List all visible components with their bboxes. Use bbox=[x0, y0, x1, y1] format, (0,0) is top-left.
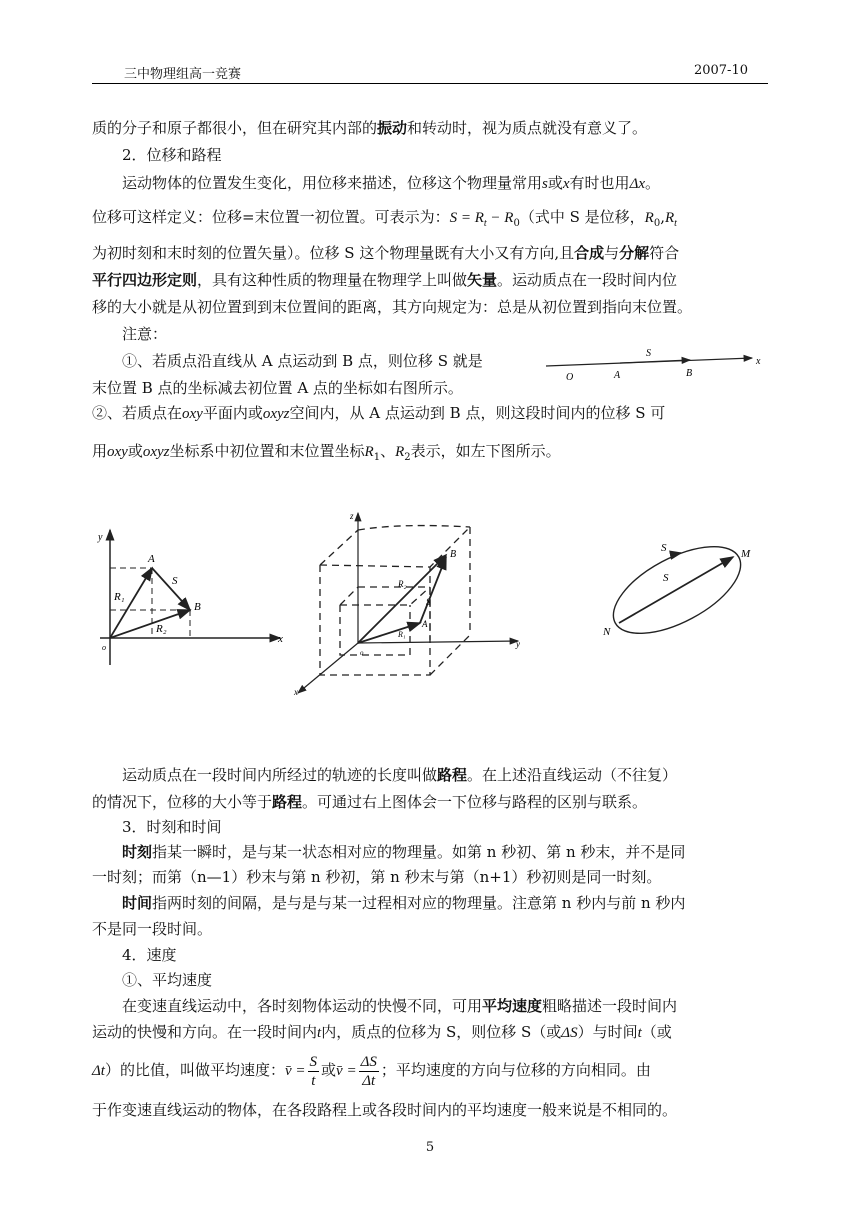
page-number: 5 bbox=[425, 1140, 435, 1155]
text-line: 移的大小就是从初位置到到末位置间的距离，其方向规定为：总是从初位置到指向末位置。 bbox=[92, 298, 693, 316]
svg-text:B: B bbox=[450, 549, 457, 560]
svg-text:S: S bbox=[172, 575, 178, 587]
text-line: 平行四边形定则，具有这种性质的物理量在物理学上叫做矢量。运动质点在一段时间内位 bbox=[92, 271, 678, 289]
label-B: B bbox=[686, 368, 693, 379]
svg-text:o: o bbox=[102, 643, 106, 652]
section-heading: 3．时刻和时间 bbox=[122, 818, 222, 836]
line-displacement-figure bbox=[540, 346, 770, 386]
svg-text:S: S bbox=[426, 597, 431, 607]
fraction-ds-over-dt: $\frac{\Delta S}{\Delta t}$ bbox=[360, 1053, 377, 1089]
svg-text:x: x bbox=[294, 687, 298, 697]
svg-text:B: B bbox=[194, 601, 201, 613]
label-x: x bbox=[756, 356, 761, 367]
text-line: 运动质点在一段时间内所经过的轨迹的长度叫做路程。在上述沿直线运动（不往复） bbox=[122, 766, 678, 784]
text-line: 位移可这样定义：位移=末位置一初位置。可表示为：$S = R_t - R_0$（式中 S 是位移，$R_0,R_t$ bbox=[92, 208, 677, 229]
svg-text:x: x bbox=[278, 633, 283, 645]
svg-text:y: y bbox=[98, 532, 103, 543]
text-line: 时间指两时刻的间隔，是与是与某一过程相对应的物理量。注意第 n 秒内与前 n 秒内 bbox=[122, 894, 686, 912]
header-rule bbox=[92, 83, 768, 84]
figure-3d-displacement bbox=[290, 505, 530, 700]
section-heading: 4．速度 bbox=[122, 946, 177, 964]
svg-text:R₁: R₁ bbox=[398, 630, 406, 639]
text-line: 末位置 B 点的坐标减去初位置 A 点的坐标如右图所示。 bbox=[92, 379, 463, 397]
figure-path-vs-displacement bbox=[595, 535, 765, 645]
svg-text:R₁: R₁ bbox=[114, 591, 125, 603]
text-line: 在变速直线运动中，各时刻物体运动的快慢不同，可用平均速度粗略描述一段时间内 bbox=[122, 997, 678, 1015]
svg-text:S: S bbox=[661, 542, 667, 554]
text-line: 的情况下，位移的大小等于路程。可通过右上图体会一下位移与路程的区别与联系。 bbox=[92, 793, 648, 811]
text-line: ②、若质点在oxy平面内或oxyz空间内，从 A 点运动到 B 点，则这段时间内的位移 S 可 bbox=[92, 404, 666, 422]
svg-text:M: M bbox=[741, 548, 751, 560]
label-S: S bbox=[646, 348, 651, 359]
label-A: A bbox=[614, 370, 621, 381]
text-line: 用oxy或oxyz坐标系中初位置和末位置坐标$R_1$、$R_2$表示，如左下图所示。 bbox=[92, 442, 561, 463]
svg-text:R₂: R₂ bbox=[156, 623, 167, 635]
text-line: 不是同一段时间。 bbox=[92, 920, 213, 938]
text-line: 时刻指某一瞬时，是与某一状态相对应的物理量。如第 n 秒初、第 n 秒末，并不是同 bbox=[122, 843, 686, 861]
text-line: 注意： bbox=[122, 325, 168, 343]
text-line: 运动物体的位置发生变化，用位移来描述，位移这个物理量常用s或x有时也用Δx。 bbox=[122, 174, 661, 192]
text-line: 运动的快慢和方向。在一段时间内t内，质点的位移为 S，则位移 S（或ΔS）与时间t（或 bbox=[92, 1023, 672, 1041]
text-line: 一时刻；而第（n—1）秒末与第 n 秒初，第 n 秒末与第（n+1）秒初则是同一时刻。 bbox=[92, 868, 662, 886]
svg-text:S: S bbox=[663, 572, 669, 584]
text-line: 质的分子和原子都很小，但在研究其内部的振动和转动时，视为质点就没有意义了。 bbox=[92, 119, 648, 137]
text-line: ①、若质点沿直线从 A 点运动到 B 点，则位移 S 就是 bbox=[122, 352, 483, 370]
svg-text:A: A bbox=[148, 553, 155, 565]
subsection-heading: ①、平均速度 bbox=[122, 971, 213, 989]
svg-text:z: z bbox=[350, 511, 354, 521]
svg-text:o: o bbox=[360, 649, 364, 657]
label-O: O bbox=[566, 372, 574, 383]
svg-text:R₂: R₂ bbox=[398, 579, 407, 589]
text-line: 于作变速直线运动的物体，在各段路程上或各段时间内的平均速度一般来说是不相同的。 bbox=[92, 1101, 678, 1119]
text-line: 为初时刻和末时刻的位置矢量）。位移 S 这个物理量既有大小又有方向,且合成与分解符合 bbox=[92, 244, 680, 262]
svg-text:A: A bbox=[422, 619, 428, 629]
svg-text:N: N bbox=[603, 626, 611, 638]
header-left: 三中物理组高一竞赛 bbox=[124, 67, 242, 82]
figure-2d-displacement bbox=[90, 520, 290, 670]
header-right: 2007-10 bbox=[693, 63, 748, 78]
text-line: Δt）的比值，叫做平均速度：v̄ = $\frac{S}{t}$ 或v̄ = $\frac{\Delta S}{\Delta t}$ ；平均速度的方向与位移的方向相同。由 bbox=[92, 1053, 651, 1089]
section-heading: 2．位移和路程 bbox=[122, 146, 222, 164]
fraction-s-over-t: $\frac{S}{t}$ bbox=[309, 1053, 318, 1089]
svg-text:y: y bbox=[516, 639, 520, 649]
